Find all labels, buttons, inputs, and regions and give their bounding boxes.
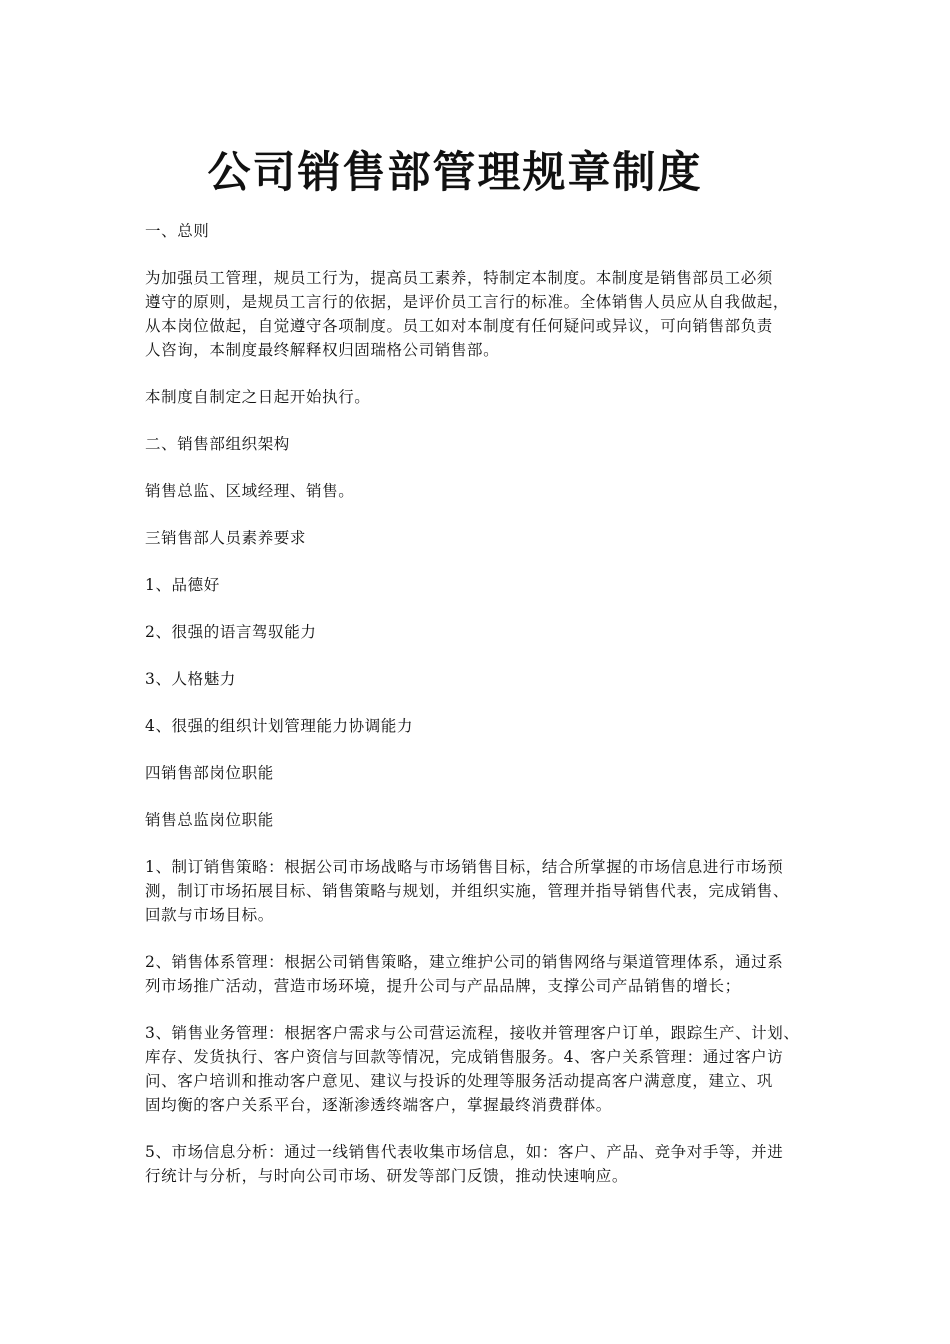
paragraph: [145, 573, 815, 597]
paragraph: [145, 479, 815, 503]
paragraph-line: 1、品德好: [145, 576, 220, 594]
paragraph-line: 从本岗位做起，自觉遵守各项制度。员工如对本制度有任何疑问或异议，可向销售部负责: [145, 317, 773, 335]
paragraph: [145, 761, 815, 785]
paragraph-line: 本制度自制定之日起开始执行。: [145, 388, 371, 406]
paragraph-line: 3、销售业务管理：根据客户需求与公司营运流程，接收并管理客户订单，跟踪生产、计划、: [145, 1024, 800, 1042]
paragraph-line: 2、很强的语言驾驭能力: [145, 623, 317, 641]
paragraph-line: 3、人格魅力: [145, 670, 236, 688]
paragraph: [145, 855, 815, 927]
paragraph: [145, 950, 815, 998]
paragraph-line: 销售总监岗位职能: [145, 811, 274, 829]
paragraph-line: 5、市场信息分析：通过一线销售代表收集市场信息，如：客户、产品、竞争对手等，并进: [145, 1143, 784, 1161]
paragraph: [145, 432, 815, 456]
paragraph: [145, 1140, 815, 1188]
paragraph: [145, 714, 815, 738]
paragraph-line: 4、很强的组织计划管理能力协调能力: [145, 717, 414, 735]
paragraph-line: 列市场推广活动，营造市场环境，提升公司与产品品牌，支撑公司产品销售的增长；: [145, 977, 741, 995]
paragraph: [145, 385, 815, 409]
paragraph-line: 四销售部岗位职能: [145, 764, 274, 782]
paragraph-line: 人咨询，本制度最终解释权归固瑞格公司销售部。: [145, 341, 500, 359]
paragraph: [145, 1021, 815, 1117]
paragraph-line: 问、客户培训和推动客户意见、建议与投诉的处理等服务活动提高客户满意度，建立、巩: [145, 1072, 773, 1090]
paragraph-line: 回款与市场目标。: [145, 906, 274, 924]
paragraph-line: 销售总监、区域经理、销售。: [145, 482, 355, 500]
paragraph: [145, 667, 815, 691]
paragraph-line: 遵守的原则，是规员工言行的依据，是评价员工言行的标准。全体销售人员应从自我做起，: [145, 293, 790, 311]
paragraph-line: 2、销售体系管理：根据公司销售策略，建立维护公司的销售网络与渠道管理体系，通过系: [145, 953, 784, 971]
paragraph-line: 为加强员工管理，规员工行为，提高员工素养，特制定本制度。本制度是销售部员工必须: [145, 269, 773, 287]
paragraph-line: 一、总则: [145, 222, 210, 240]
paragraph-line: 固均衡的客户关系平台，逐渐渗透终端客户，掌握最终消费群体。: [145, 1096, 612, 1114]
paragraph-line: 库存、发货执行、客户资信与回款等情况，完成销售服务。4、客户关系管理：通过客户访: [145, 1048, 784, 1066]
paragraph-line: 二、销售部组织架构: [145, 435, 290, 453]
paragraph-line: 测，制订市场拓展目标、销售策略与规划，并组织实施，管理并指导销售代表，完成销售、: [145, 882, 790, 900]
paragraph: [145, 526, 815, 550]
paragraph-line: 三销售部人员素养要求: [145, 529, 307, 547]
paragraph-line: 1、制订销售策略：根据公司市场战略与市场销售目标，结合所掌握的市场信息进行市场预: [145, 858, 784, 876]
document-body: [145, 219, 815, 1211]
paragraph: [145, 808, 815, 832]
paragraph: [145, 266, 815, 362]
paragraph-line: 行统计与分析，与时向公司市场、研发等部门反馈，推动快速响应。: [145, 1167, 629, 1185]
document-title: 公司销售部管理规章制度: [207, 148, 703, 198]
paragraph: [145, 219, 815, 243]
paragraph: [145, 620, 815, 644]
